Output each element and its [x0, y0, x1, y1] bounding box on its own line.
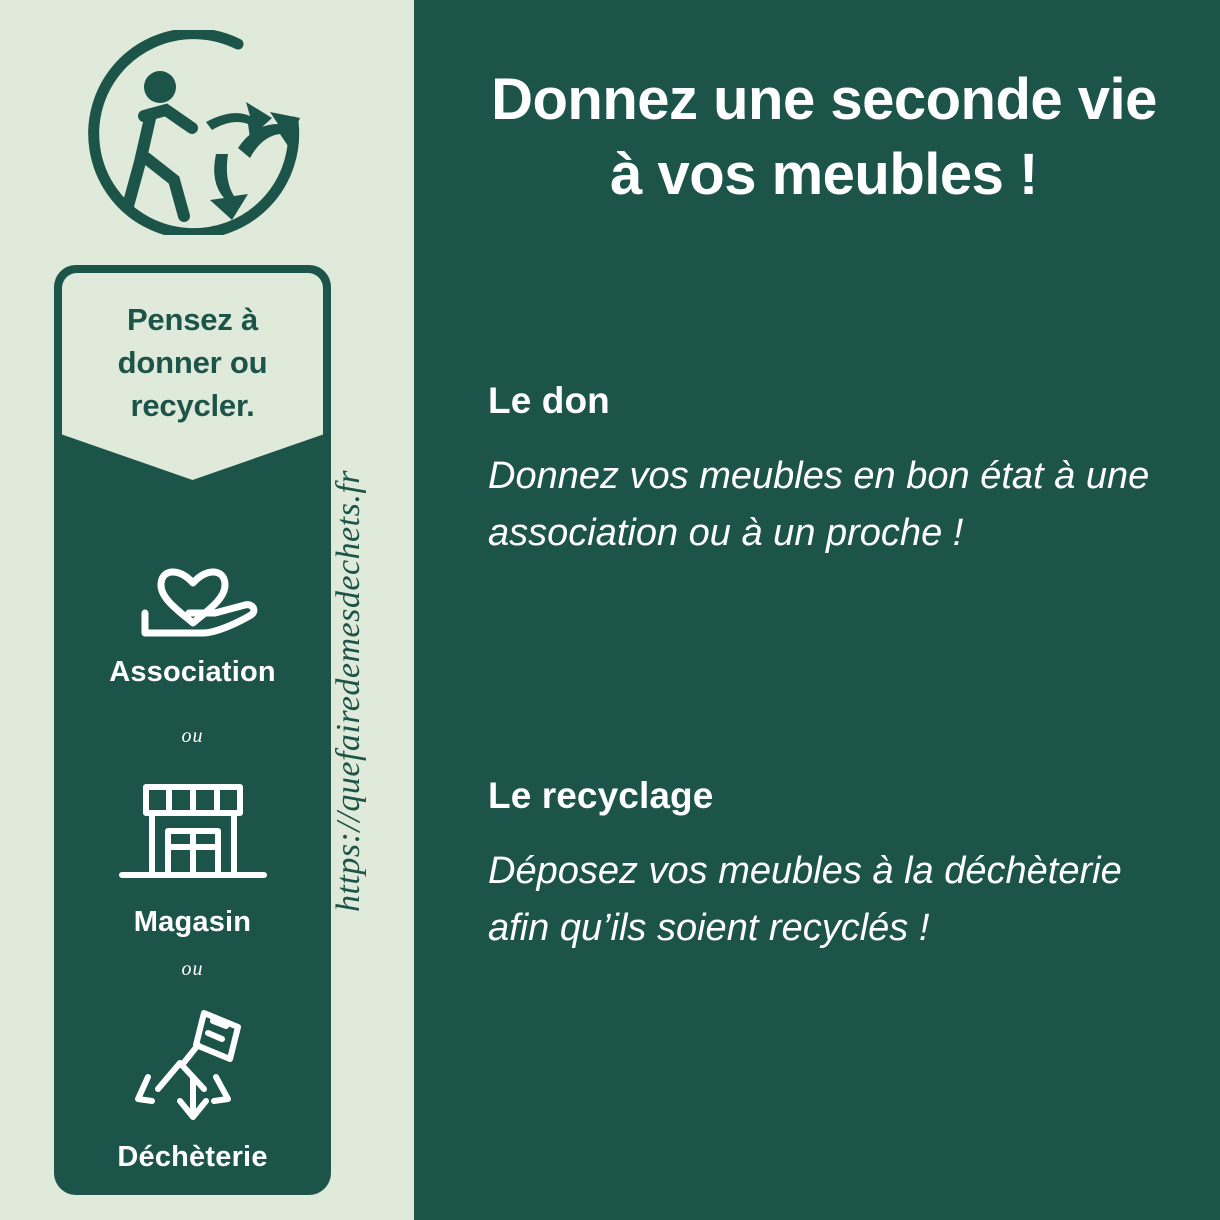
section-le-recyclage-title: Le recyclage	[488, 775, 714, 816]
option-association	[54, 535, 331, 689]
ribbon-header	[54, 265, 331, 480]
ribbon-panel	[54, 265, 331, 1195]
option-association-label: Association	[109, 656, 276, 688]
option-magasin-label: Magasin	[133, 906, 252, 938]
page-title	[454, 62, 1194, 213]
person-recycling-icon	[88, 30, 308, 235]
ribbon-heading-line2: donner ou	[117, 344, 268, 380]
right-panel	[414, 0, 1220, 1220]
ribbon-heading	[54, 299, 331, 427]
ribbon-heading-line1: Pensez à	[126, 302, 259, 337]
section-le-recyclage	[488, 775, 1188, 957]
waste-facility-icon	[54, 1005, 331, 1135]
website-url[interactable]: https://quefairedemesdechets.fr	[330, 470, 367, 912]
left-panel	[0, 0, 414, 1220]
section-le-don-body: Donnez vos meubles en bon état à une association ou à un proche !	[488, 455, 1150, 554]
option-decheterie	[54, 1005, 331, 1174]
hand-heart-icon	[54, 535, 331, 650]
option-decheterie-label: Déchèterie	[117, 1141, 268, 1173]
section-le-recyclage-body: Déposez vos meubles à la déchèterie afin qu’ils soient recyclés !	[488, 850, 1122, 949]
shop-icon	[54, 775, 331, 900]
separator-ou-1: ou	[181, 725, 204, 747]
page-title-line1: Donnez une seconde vie	[491, 67, 1157, 132]
page-title-line2: à vos meubles !	[610, 142, 1038, 208]
section-le-don	[488, 380, 1188, 562]
section-le-don-title: Le don	[488, 380, 610, 421]
separator-ou-2: ou	[181, 958, 204, 980]
option-magasin	[54, 775, 331, 939]
ribbon-heading-line3: recycler.	[130, 387, 255, 423]
